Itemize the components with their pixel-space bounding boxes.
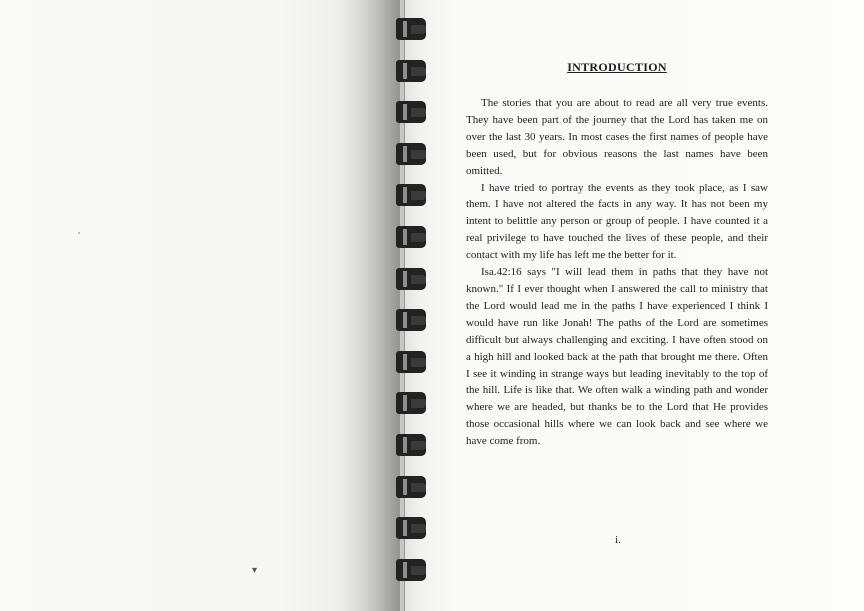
- introduction-text-block: [466, 58, 768, 450]
- binding-coil: [396, 226, 426, 248]
- binding-coil: [396, 60, 426, 82]
- binding-coil: [396, 184, 426, 206]
- binding-coil: [396, 392, 426, 414]
- binding-coil: [396, 309, 426, 331]
- scan-margin: [832, 0, 864, 611]
- binding-coil: [396, 268, 426, 290]
- paragraph-2: I have tried to portray the events as they took place, as I saw them. I have not altered the facts in any way. It has not been my intent to belittle any person or group of people. I have counted it a real privilege to have touched the lives of these people, and their contact with my life has left me the better for it.: [466, 181, 768, 262]
- paragraph-3: Isa.42:16 says "I will lead them in paths that they have not known." If I ever thought when I answered the call to ministry that the Lord would lead me in the paths I have experienced I think I would have run like Jonah! The paths of the Lord are sometimes difficult but always challenging and exciting. I have often stood on a high hill and looked back at the path that brought me there. Often I see it winding in strange ways but leading inevitably to the top of the hill. Life is like that. We often walk a winding path and wonder where we are headed, but thanks be to the Lord that He provides those occasional hills where we can look back and see where we have come from.: [466, 266, 768, 448]
- binding-coil: [396, 351, 426, 373]
- paragraph-1: The stories that you are about to read are all very true events. They have been part of the journey that the Lord has taken me on over the last 30 years. In most cases the first names of people have been used, but for obvious reasons the last names have been omitted.: [466, 97, 768, 177]
- page-heading: INTRODUCTION: [567, 60, 667, 74]
- binding-coil: [396, 101, 426, 123]
- scan-speck: ▾: [252, 565, 258, 576]
- binding-coil: [396, 143, 426, 165]
- binding-coil: [396, 559, 426, 581]
- scan-dot: [78, 232, 80, 234]
- binding-coil: [396, 18, 426, 40]
- binding-coil: [396, 476, 426, 498]
- page-number: i.: [615, 534, 621, 546]
- binding-coil: [396, 434, 426, 456]
- binding-coil: [396, 517, 426, 539]
